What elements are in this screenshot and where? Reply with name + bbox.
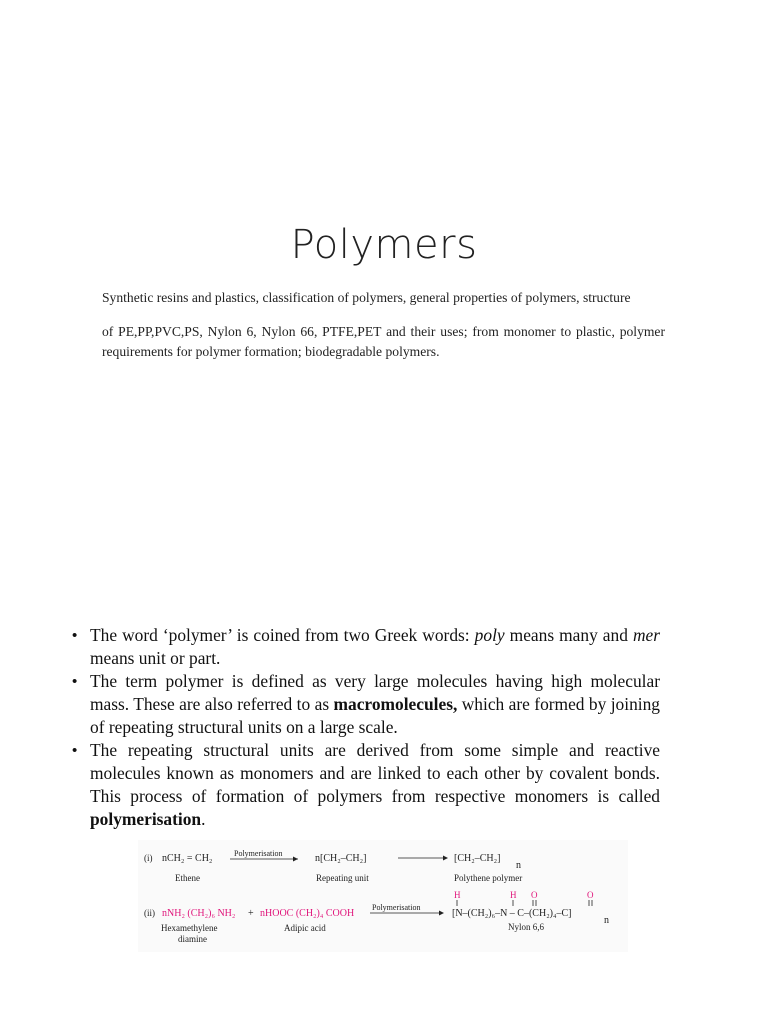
bullet-list — [72, 624, 660, 831]
eq2-reactant2: nHOOC (CH₂)₄ COOH — [260, 908, 355, 919]
eq1-product-subscript: n — [516, 860, 521, 871]
bullet-text: . — [201, 809, 206, 829]
bullet-text: means many and — [504, 625, 633, 645]
eq2-top-atom-h1: H — [454, 890, 461, 900]
eq2-top-atom-o2: O — [587, 890, 594, 900]
italic-mer: mer — [632, 625, 660, 645]
bullet-text: The repeating structural units are derived from some simple and reactive molecules known as monomers and are linked to each other by covalent bonds. This process of formation of polymers from respective monomers is called — [90, 740, 660, 806]
bullet-text: The term polymer is defined as very large molecules having high molecular mass. These are also referred to as — [90, 671, 660, 714]
eq1-repeating-name: Repeating unit — [316, 873, 369, 883]
syllabus-line-1: Synthetic resins and plastics, classification of polymers, general properties of polymers, structure — [102, 290, 631, 305]
eq2-product: [N–(CH₂)₆–N – C–(CH₂)₄–C] — [452, 908, 572, 919]
eq1-reactant: nCH₂ = CH₂ — [162, 853, 213, 864]
eq2-plus: + — [248, 908, 254, 919]
bold-macromolecules: macromolecules, — [333, 694, 458, 714]
eq1-arrow-label: Polymerisation — [234, 849, 283, 858]
page-title: Polymers — [290, 222, 478, 268]
eq2-reactant2-name: Adipic acid — [284, 923, 326, 933]
reaction-equations-svg — [138, 840, 628, 952]
eq2-reactant1-name-line2: diamine — [178, 934, 207, 944]
eq1-repeating-unit: n[CH₂–CH₂] — [315, 853, 367, 864]
bullet-item-definition — [72, 670, 660, 739]
syllabus-text — [102, 288, 665, 362]
bullet-item-polymerisation — [72, 739, 660, 831]
bullet-text: The word ‘polymer’ is coined from two Greek words: — [90, 625, 475, 645]
bullet-text: means unit or part. — [90, 648, 221, 668]
eq1-arrow-head — [293, 857, 298, 862]
bullet-item-word-origin — [72, 624, 660, 670]
eq2-reactant1: nNH₂ (CH₂)₆ NH₂ — [162, 908, 236, 919]
reaction-equations-figure — [138, 840, 628, 952]
eq2-arrow-head — [439, 911, 444, 916]
eq1-product: [CH₂–CH₂] — [454, 853, 501, 864]
bullet-text: which are formed by joining of repeating structural units on a large scale. — [90, 694, 660, 737]
eq2-top-atom-o1: O — [531, 890, 538, 900]
eq2-product-subscript: n — [604, 915, 609, 926]
italic-poly: poly — [474, 625, 505, 645]
eq2-product-name: Nylon 6,6 — [508, 922, 544, 932]
eq1-arrow2-head — [443, 856, 448, 861]
eq2-top-atom-h2: H — [510, 890, 517, 900]
eq2-reactant1-name-line1: Hexamethylene — [161, 923, 218, 933]
eq2-arrow-label: Polymerisation — [372, 903, 421, 912]
eq1-product-name: Polythene polymer — [454, 873, 523, 883]
bold-polymerisation: polymerisation — [90, 809, 202, 829]
syllabus-line-2: of PE,PP,PVC,PS, Nylon 6, Nylon 66, PTFE,PET and their uses; from monomer to plastic, polymer requirements for polymer formation; biodegradable polymers. — [102, 324, 665, 359]
eq1-reactant-name: Ethene — [175, 873, 200, 883]
eq1-number: (i) — [144, 853, 153, 863]
eq2-number: (ii) — [144, 908, 155, 918]
